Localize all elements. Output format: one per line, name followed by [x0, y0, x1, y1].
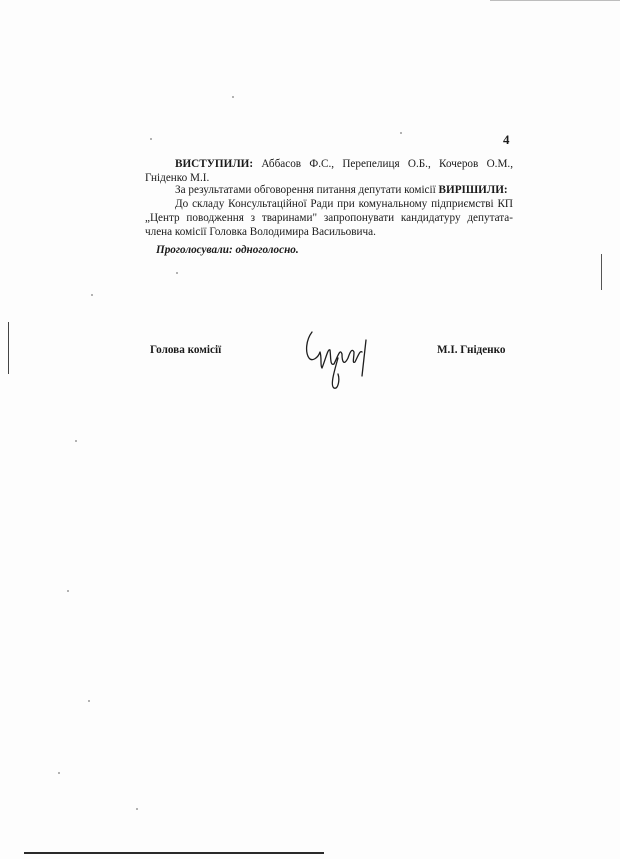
scan-artifact-top — [490, 0, 620, 1]
scan-speck — [75, 440, 77, 442]
speakers-label: ВИСТУПИЛИ: — [175, 158, 254, 170]
scan-speck — [176, 272, 178, 274]
decision-paragraph — [145, 183, 513, 197]
speakers-names: Аббасов Ф.С., Перепелиця О.Б., Кочеров О.М., Гніденко М.І. — [145, 158, 514, 184]
scan-speck — [150, 138, 152, 140]
decision-label: ВИРІШИЛИ: — [438, 184, 508, 196]
scan-speck — [58, 772, 60, 774]
speakers-paragraph — [145, 157, 513, 185]
scan-speck — [400, 132, 402, 134]
scan-artifact-left — [8, 322, 9, 374]
handwritten-signature — [300, 318, 380, 396]
signatory-name: М.І. Гніденко — [437, 344, 506, 356]
scan-speck — [88, 700, 90, 702]
scan-speck — [91, 294, 93, 296]
scan-speck — [232, 96, 234, 98]
scan-artifact-bottom — [24, 852, 324, 854]
resolution-paragraph: До складу Консультаційної Ради при комунальному підприємстві КП „Центр поводження з тваринами" запропонувати кандидатуру депутата-члена комісії Головка Володимира Васильовича. — [145, 198, 513, 238]
page-number: 4 — [503, 132, 510, 147]
scan-speck — [67, 590, 69, 592]
scan-speck — [136, 808, 138, 810]
signature-title: Голова комісії — [150, 344, 222, 356]
vote-result: Проголосували: одноголосно. — [156, 244, 299, 256]
scan-artifact-right — [601, 254, 602, 290]
decision-intro: За результатами обговорення питання депутати комісії — [175, 184, 436, 196]
